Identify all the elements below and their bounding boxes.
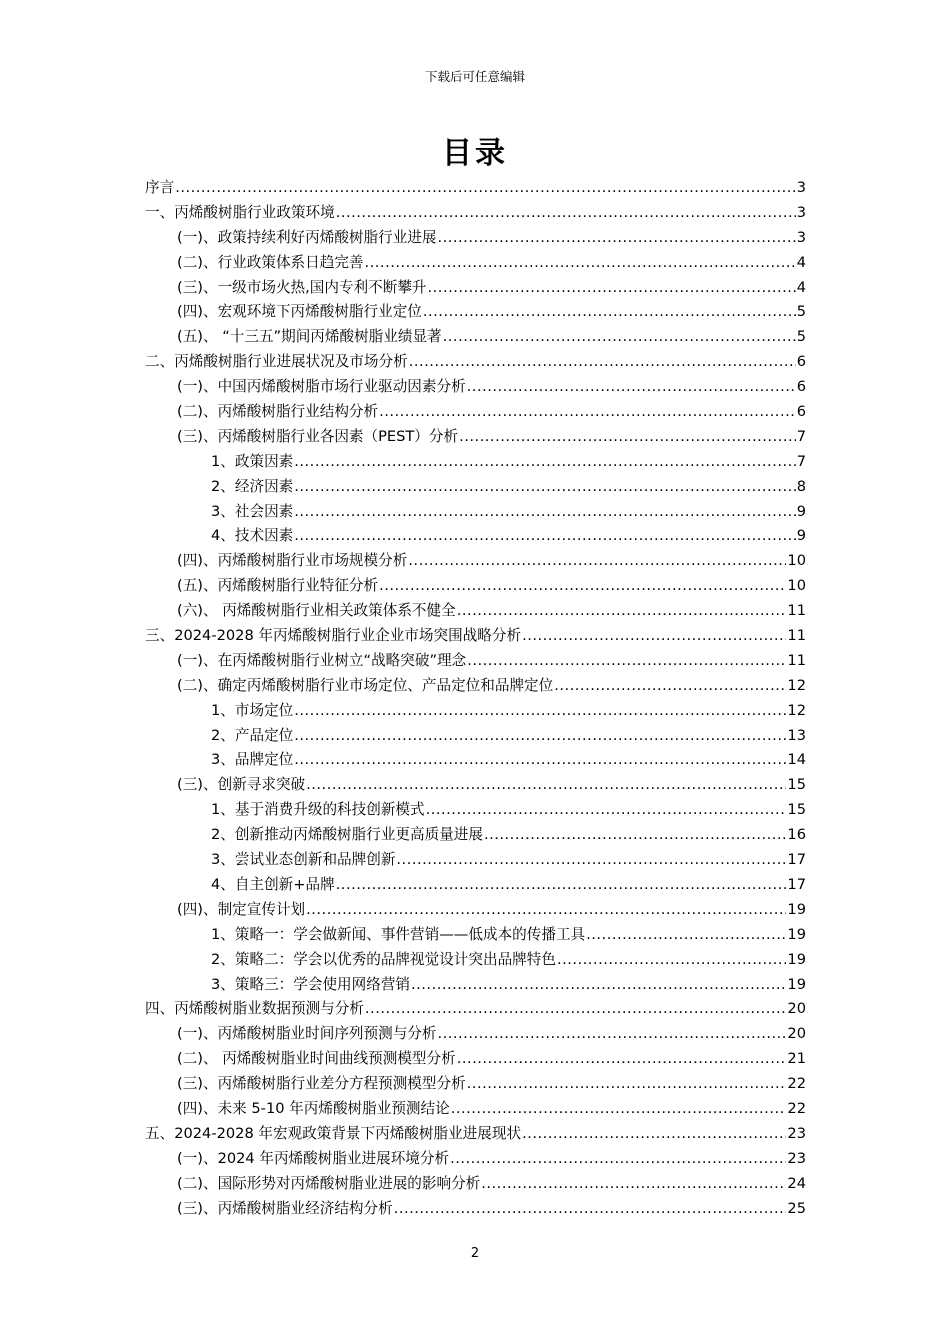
toc-entry-page: 7 bbox=[796, 427, 806, 445]
toc-dot-leader bbox=[423, 300, 796, 325]
toc-entry[interactable] bbox=[145, 699, 806, 724]
toc-entry-page: 22 bbox=[787, 1099, 806, 1117]
toc-entry-page: 22 bbox=[787, 1075, 806, 1093]
toc-entry-title: (三)、创新寻求突破 bbox=[177, 776, 306, 794]
page-title: 目录 bbox=[442, 136, 508, 171]
toc-dot-leader bbox=[428, 276, 796, 301]
toc-entry-title: (二)、丙烯酸树脂行业结构分析 bbox=[177, 403, 379, 421]
toc-dot-leader bbox=[379, 574, 786, 599]
toc-entry[interactable] bbox=[145, 624, 806, 649]
toc-dot-leader bbox=[294, 748, 786, 773]
toc-entry-page: 17 bbox=[787, 875, 806, 893]
toc-entry[interactable] bbox=[145, 1147, 806, 1172]
toc-entry-title: (三)、丙烯酸树脂业经济结构分析 bbox=[177, 1199, 393, 1217]
toc-dot-leader bbox=[484, 823, 786, 848]
toc-entry-page: 14 bbox=[787, 751, 806, 769]
toc-entry[interactable] bbox=[145, 300, 806, 325]
toc-entry[interactable] bbox=[145, 375, 806, 400]
toc-entry[interactable] bbox=[145, 997, 806, 1022]
toc-entry[interactable] bbox=[145, 748, 806, 773]
toc-dot-leader bbox=[396, 848, 786, 873]
toc-entry-title: 1、策略一：学会做新闻、事件营销——低成本的传播工具 bbox=[211, 925, 586, 943]
toc-entry-page: 17 bbox=[787, 851, 806, 869]
toc-entry-title: 3、品牌定位 bbox=[211, 751, 294, 769]
toc-entry-title: (四)、未来 5-10 年丙烯酸树脂业预测结论 bbox=[177, 1099, 450, 1117]
toc-entry[interactable] bbox=[145, 1197, 806, 1222]
toc-entry-title: 三、2024-2028 年丙烯酸树脂行业企业市场突围战略分析 bbox=[145, 627, 522, 645]
toc-entry-title: (一)、2024 年丙烯酸树脂业进展环境分析 bbox=[177, 1149, 450, 1167]
toc-entry[interactable] bbox=[145, 724, 806, 749]
toc-entry-title: 二、丙烯酸树脂行业进展状况及市场分析 bbox=[145, 353, 408, 371]
toc-entry-title: 2、经济因素 bbox=[211, 477, 294, 495]
toc-entry[interactable] bbox=[145, 201, 806, 226]
toc-entry-title: 1、基于消费升级的科技创新模式 bbox=[211, 801, 425, 819]
toc-entry[interactable] bbox=[145, 1072, 806, 1097]
toc-entry-page: 15 bbox=[787, 776, 806, 794]
toc-dot-leader bbox=[294, 475, 795, 500]
toc-entry-title: (二)、确定丙烯酸树脂行业市场定位、产品定位和品牌定位 bbox=[177, 676, 554, 694]
toc-entry-title: 五、2024-2028 年宏观政策背景下丙烯酸树脂业进展现状 bbox=[145, 1124, 522, 1142]
toc-dot-leader bbox=[336, 873, 787, 898]
toc-entry-page: 8 bbox=[796, 477, 806, 495]
page-number: 2 bbox=[470, 1246, 480, 1261]
toc-dot-leader bbox=[336, 201, 796, 226]
toc-dot-leader bbox=[409, 350, 796, 375]
toc-entry-title: (一)、在丙烯酸树脂行业树立“战略突破”理念 bbox=[177, 651, 467, 669]
toc-entry-page: 15 bbox=[787, 801, 806, 819]
toc-entry[interactable] bbox=[145, 574, 806, 599]
toc-entry-title: (三)、一级市场火热,国内专利不断攀升 bbox=[177, 278, 427, 296]
toc-entry-page: 11 bbox=[787, 627, 806, 645]
toc-dot-leader bbox=[522, 1122, 786, 1147]
toc-entry-page: 9 bbox=[796, 502, 806, 520]
toc-entry-page: 13 bbox=[787, 726, 806, 744]
toc-entry-title: (一)、政策持续利好丙烯酸树脂行业进展 bbox=[177, 228, 437, 246]
toc-entry-title: (二)、 丙烯酸树脂业时间曲线预测模型分析 bbox=[177, 1050, 456, 1068]
toc-entry-page: 3 bbox=[796, 179, 806, 196]
toc-dot-leader bbox=[306, 898, 786, 923]
toc-dot-leader bbox=[467, 375, 796, 400]
toc-entry[interactable] bbox=[145, 674, 806, 699]
page-header: 下载后可任意编辑 bbox=[424, 69, 525, 84]
toc-entry[interactable] bbox=[145, 450, 806, 475]
toc-dot-leader bbox=[175, 176, 796, 201]
toc-entry-page: 5 bbox=[796, 303, 806, 321]
toc-entry-page: 5 bbox=[796, 328, 806, 346]
toc-entry-title: 2、策略二：学会以优秀的品牌视觉设计突出品牌特色 bbox=[211, 950, 556, 968]
toc-entry-title: (五)、 “十三五”期间丙烯酸树脂业绩显著 bbox=[177, 328, 442, 346]
toc-entry[interactable] bbox=[145, 350, 806, 375]
toc-entry-title: (一)、中国丙烯酸树脂市场行业驱动因素分析 bbox=[177, 378, 466, 396]
toc-entry-page: 11 bbox=[787, 651, 806, 669]
toc-dot-leader bbox=[437, 226, 795, 251]
toc-entry-page: 6 bbox=[796, 378, 806, 396]
toc-entry-title: (二)、国际形势对丙烯酸树脂业进展的影响分析 bbox=[177, 1174, 481, 1192]
toc-dot-leader bbox=[426, 798, 787, 823]
toc-entry-title: 3、尝试业态创新和品牌创新 bbox=[211, 851, 396, 869]
toc-entry-page: 11 bbox=[787, 602, 806, 620]
toc-entry-title: 1、市场定位 bbox=[211, 701, 294, 719]
toc-entry[interactable] bbox=[145, 773, 806, 798]
toc-dot-leader bbox=[294, 699, 786, 724]
toc-entry-page: 19 bbox=[787, 900, 806, 918]
toc-entry[interactable] bbox=[145, 873, 806, 898]
toc-entry-page: 24 bbox=[787, 1174, 806, 1192]
toc-entry[interactable] bbox=[145, 524, 806, 549]
toc-entry-page: 23 bbox=[787, 1149, 806, 1167]
toc-entry-page: 3 bbox=[796, 203, 806, 221]
toc-entry-page: 10 bbox=[787, 577, 806, 595]
toc-entry[interactable] bbox=[145, 848, 806, 873]
toc-entry[interactable] bbox=[145, 325, 806, 350]
toc-entry[interactable] bbox=[145, 898, 806, 923]
toc-entry-page: 16 bbox=[787, 826, 806, 844]
toc-dot-leader bbox=[557, 948, 786, 973]
toc-entry-title: 3、社会因素 bbox=[211, 502, 294, 520]
toc-dot-leader bbox=[394, 1197, 787, 1222]
toc-entry[interactable] bbox=[145, 1047, 806, 1072]
toc-entry-title: 2、创新推动丙烯酸树脂行业更高质量进展 bbox=[211, 826, 483, 844]
toc-dot-leader bbox=[586, 923, 786, 948]
toc-entry[interactable] bbox=[145, 798, 806, 823]
toc-entry[interactable] bbox=[145, 251, 806, 276]
toc-entry-page: 12 bbox=[787, 676, 806, 694]
toc-entry-page: 9 bbox=[796, 527, 806, 545]
toc-entry-title: (三)、丙烯酸树脂行业各因素（PEST）分析 bbox=[177, 427, 459, 445]
toc-dot-leader bbox=[294, 524, 795, 549]
toc-dot-leader bbox=[467, 649, 786, 674]
toc-dot-leader bbox=[481, 1172, 786, 1197]
toc-entry-page: 23 bbox=[787, 1124, 806, 1142]
toc-dot-leader bbox=[379, 400, 796, 425]
toc-entry-title: 四、丙烯酸树脂业数据预测与分析 bbox=[145, 1000, 364, 1018]
toc-entry-page: 19 bbox=[787, 925, 806, 943]
toc-entry-title: 4、技术因素 bbox=[211, 527, 294, 545]
toc-entry-title: (二)、行业政策体系日趋完善 bbox=[177, 253, 364, 271]
toc-entry-page: 4 bbox=[796, 253, 806, 271]
toc-entry-page: 6 bbox=[796, 353, 806, 371]
toc-entry-title: (五)、丙烯酸树脂行业特征分析 bbox=[177, 577, 379, 595]
toc-entry[interactable] bbox=[145, 923, 806, 948]
toc-entry-page: 6 bbox=[796, 403, 806, 421]
toc-dot-leader bbox=[294, 450, 795, 475]
toc-entry-title: 序言 bbox=[145, 179, 175, 196]
toc-dot-leader bbox=[443, 325, 796, 350]
toc-dot-leader bbox=[294, 500, 795, 525]
toc-entry-title: 4、自主创新+品牌 bbox=[211, 875, 335, 893]
toc-dot-leader bbox=[522, 624, 786, 649]
toc-dot-leader bbox=[467, 1072, 787, 1097]
toc-entry-title: 2、产品定位 bbox=[211, 726, 294, 744]
table-of-contents bbox=[145, 176, 806, 1221]
toc-dot-leader bbox=[437, 1022, 786, 1047]
toc-dot-leader bbox=[450, 1147, 786, 1172]
toc-entry-title: (四)、宏观环境下丙烯酸树脂行业定位 bbox=[177, 303, 422, 321]
toc-dot-leader bbox=[306, 773, 786, 798]
toc-entry-page: 12 bbox=[787, 701, 806, 719]
toc-entry-title: 3、策略三：学会使用网络营销 bbox=[211, 975, 411, 993]
toc-entry-title: 一、丙烯酸树脂行业政策环境 bbox=[145, 203, 335, 221]
toc-entry-title: (四)、丙烯酸树脂行业市场规模分析 bbox=[177, 552, 408, 570]
toc-dot-leader bbox=[457, 599, 787, 624]
toc-entry[interactable] bbox=[145, 973, 806, 998]
toc-entry[interactable] bbox=[145, 649, 806, 674]
toc-dot-leader bbox=[411, 973, 786, 998]
toc-entry[interactable] bbox=[145, 1122, 806, 1147]
toc-entry[interactable] bbox=[145, 176, 806, 201]
toc-dot-leader bbox=[365, 997, 787, 1022]
toc-entry[interactable] bbox=[145, 948, 806, 973]
toc-dot-leader bbox=[451, 1097, 787, 1122]
toc-entry-page: 20 bbox=[787, 1025, 806, 1043]
toc-entry[interactable] bbox=[145, 276, 806, 301]
toc-entry-title: (六)、 丙烯酸树脂行业相关政策体系不健全 bbox=[177, 602, 456, 620]
toc-entry-page: 25 bbox=[787, 1199, 806, 1217]
toc-entry[interactable] bbox=[145, 1097, 806, 1122]
toc-entry-page: 19 bbox=[787, 950, 806, 968]
toc-entry[interactable] bbox=[145, 500, 806, 525]
toc-dot-leader bbox=[408, 549, 786, 574]
toc-entry-title: 1、政策因素 bbox=[211, 452, 294, 470]
toc-entry-page: 21 bbox=[787, 1050, 806, 1068]
toc-dot-leader bbox=[294, 724, 786, 749]
toc-entry-title: (一)、丙烯酸树脂业时间序列预测与分析 bbox=[177, 1025, 437, 1043]
toc-entry[interactable] bbox=[145, 425, 806, 450]
toc-entry-title: (三)、丙烯酸树脂行业差分方程预测模型分析 bbox=[177, 1075, 466, 1093]
toc-entry[interactable] bbox=[145, 823, 806, 848]
toc-entry[interactable] bbox=[145, 475, 806, 500]
toc-entry[interactable] bbox=[145, 549, 806, 574]
toc-dot-leader bbox=[457, 1047, 787, 1072]
toc-entry-page: 4 bbox=[796, 278, 806, 296]
toc-entry[interactable] bbox=[145, 226, 806, 251]
toc-entry-page: 10 bbox=[787, 552, 806, 570]
toc-entry-page: 7 bbox=[796, 452, 806, 470]
toc-entry-title: (四)、制定宣传计划 bbox=[177, 900, 306, 918]
toc-entry[interactable] bbox=[145, 400, 806, 425]
toc-dot-leader bbox=[365, 251, 796, 276]
toc-entry[interactable] bbox=[145, 1022, 806, 1047]
toc-entry-page: 19 bbox=[787, 975, 806, 993]
toc-dot-leader bbox=[459, 425, 796, 450]
toc-dot-leader bbox=[554, 674, 786, 699]
toc-entry[interactable] bbox=[145, 599, 806, 624]
toc-entry-page: 20 bbox=[787, 1000, 806, 1018]
toc-entry[interactable] bbox=[145, 1172, 806, 1197]
toc-entry-page: 3 bbox=[796, 228, 806, 246]
